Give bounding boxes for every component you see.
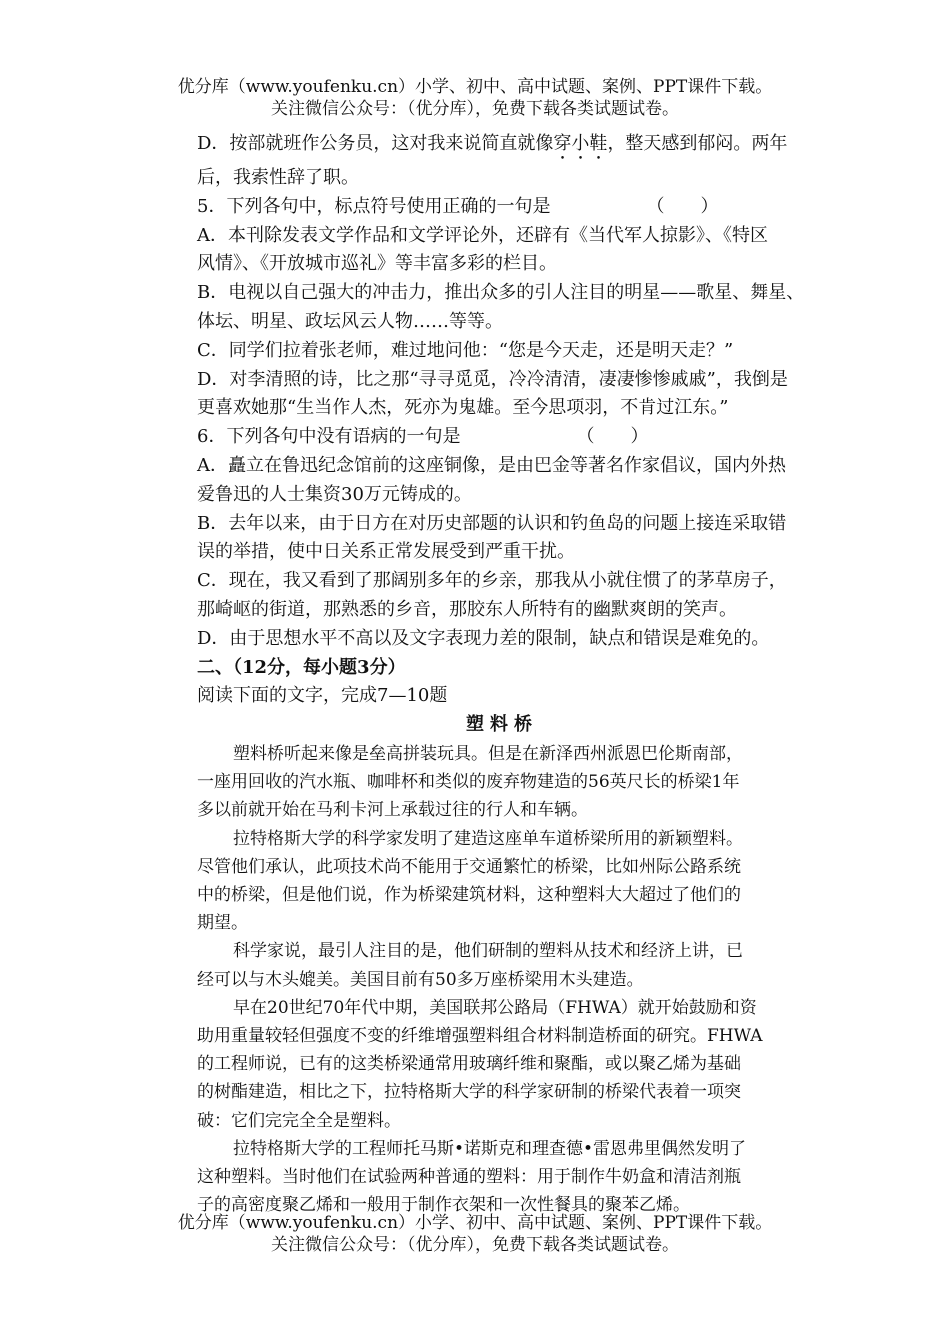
- q6-line: 误的举措，使中日关系正常发展受到严重干扰。: [197, 541, 575, 563]
- article-line: 尽管他们承认，此项技术尚不能用于交通繁忙的桥梁，比如州际公路系统: [197, 856, 741, 877]
- header-line-1: 优分库（www.youfenku.cn）小学、初中、高中试题、案例、PPT课件下载。: [177, 77, 773, 97]
- article-line: 的树酯建造，相比之下，拉特格斯大学的科学家研制的桥梁代表着一项突: [197, 1082, 741, 1103]
- article-line: 期望。: [197, 913, 248, 934]
- header-banner: [0, 76, 950, 120]
- q6-line: B．去年以来，由于日方在对历史部题的认识和钓鱼岛的问题上接连采取错: [197, 512, 787, 534]
- q5-line: A．本刊除发表文学作品和文学评论外，还辟有《当代军人掠影》、《特区: [197, 224, 768, 246]
- main-content: [197, 130, 837, 1219]
- q5-stem-text: 5．下列各句中，标点符号使用正确的一句是: [197, 195, 551, 217]
- article-line: 助用重量较轻但强度不变的纤维增强塑料组合材料制造桥面的研究。FHWA: [197, 1025, 763, 1046]
- q5-line: 体坛、明星、政坛风云人物……等等。: [197, 310, 503, 332]
- q6-line: 那崎岖的街道，那熟悉的乡音，那胶东人所特有的幽默爽朗的笑声。: [197, 598, 737, 620]
- q5-line: B．电视以自己强大的冲击力，推出众多的引人注目的明星——歌星、舞星、: [197, 282, 805, 304]
- article-line: 这种塑料。当时他们在试验两种普通的塑料：用于制作牛奶盒和清洁剂瓶: [197, 1166, 741, 1187]
- article-line: 经可以与木头媲美。美国目前有50多万座桥梁用木头建造。: [197, 969, 644, 990]
- q5-answer-bracket: （ ）: [646, 195, 719, 217]
- footer-banner: [0, 1212, 950, 1256]
- article-line: 中的桥梁，但是他们说，作为桥梁建筑材料，这种塑料大大超过了他们的: [197, 884, 741, 905]
- article-line: 的工程师说，已有的这类桥梁通常用玻璃纤维和聚酯，或以聚乙烯为基础: [197, 1054, 741, 1075]
- q5-line: 更喜欢她那“生当作人杰，死亦为鬼雄。至今思项羽，不肯过江东。”: [197, 397, 729, 419]
- q4-option-d-text: D．按部就班作公务员，这对我来说简直就像: [197, 133, 554, 154]
- article-line: 塑料桥听起来像是垒高拼装玩具。但是在新泽西州派恩巴伦斯南部，: [233, 743, 743, 764]
- article-line: 破：它们完完全全是塑料。: [197, 1110, 401, 1131]
- q5-line: C．同学们拉着张老师，难过地问他：“您是今天走，还是明天走？”: [197, 339, 734, 361]
- section-heading: 二、（12分，每小题3分）: [197, 656, 406, 678]
- header-line-2: 关注微信公众号：（优分库），免费下载各类试题试卷。: [271, 99, 679, 119]
- q6-line: D．由于思想水平不高以及文字表现力差的限制，缺点和错误是难免的。: [197, 627, 770, 649]
- article-line: 早在20世纪70年代中期，美国联邦公路局（FHWA）就开始鼓励和资: [233, 997, 757, 1018]
- article-line: 多以前就开始在马利卡河上承载过往的行人和车辆。: [197, 800, 588, 821]
- q5-line: D．对李清照的诗，比之那“寻寻觅觅，冷冷清清，凄凄惨惨戚戚”，我倒是: [197, 368, 788, 390]
- q6-answer-bracket: （ ）: [576, 426, 649, 448]
- q6-stem-text: 6．下列各句中没有语病的一句是: [197, 426, 461, 448]
- footer-line-2: 关注微信公众号：（优分库），免费下载各类试题试卷。: [271, 1235, 679, 1255]
- article-line: 拉特格斯大学的工程师托马斯•诺斯克和理查德•雷恩弗里偶然发明了: [233, 1138, 747, 1159]
- article-line: 拉特格斯大学的科学家发明了建造这座单车道桥梁所用的新颖塑料。: [233, 828, 743, 849]
- q6-line: A．矗立在鲁迅纪念馆前的这座铜像，是由巴金等著名作家倡议，国内外热: [197, 454, 786, 476]
- article-title: 塑料桥: [466, 714, 538, 736]
- q6-stem: [197, 423, 837, 452]
- q4-option-d-line1: [197, 130, 837, 164]
- q4-option-d-text-post: ，整天感到郁闷。两年: [607, 133, 788, 154]
- q6-line: 爱鲁迅的人士集资30万元铸成的。: [197, 483, 472, 505]
- q4-option-d-line2: 后，我索性辞了职。: [197, 167, 359, 188]
- article-line: 子的高密度聚乙烯和一般用于制作衣架和一次性餐具的聚苯乙烯。: [197, 1195, 690, 1216]
- footer-line-1: 优分库（www.youfenku.cn）小学、初中、高中试题、案例、PPT课件下载。: [177, 1213, 773, 1233]
- q6-line: C．现在，我又看到了那阔别多年的乡亲，那我从小就住惯了的茅草房子，: [197, 570, 787, 592]
- q4-option-d-emphasis: 穿小鞋: [553, 133, 608, 154]
- article-line: 科学家说，最引人注目的是，他们研制的塑料从技术和经济上讲，已: [233, 941, 743, 962]
- article-line: 一座用回收的汽水瓶、咖啡杯和类似的废弃物建造的56英尺长的桥梁1年: [197, 772, 740, 793]
- q5-line: 风情》、《开放城市巡礼》等丰富多彩的栏目。: [197, 253, 557, 275]
- section-instruction: 阅读下面的文字，完成7—10题: [197, 685, 448, 707]
- article-body: [197, 740, 837, 1219]
- q5-stem: [197, 193, 837, 222]
